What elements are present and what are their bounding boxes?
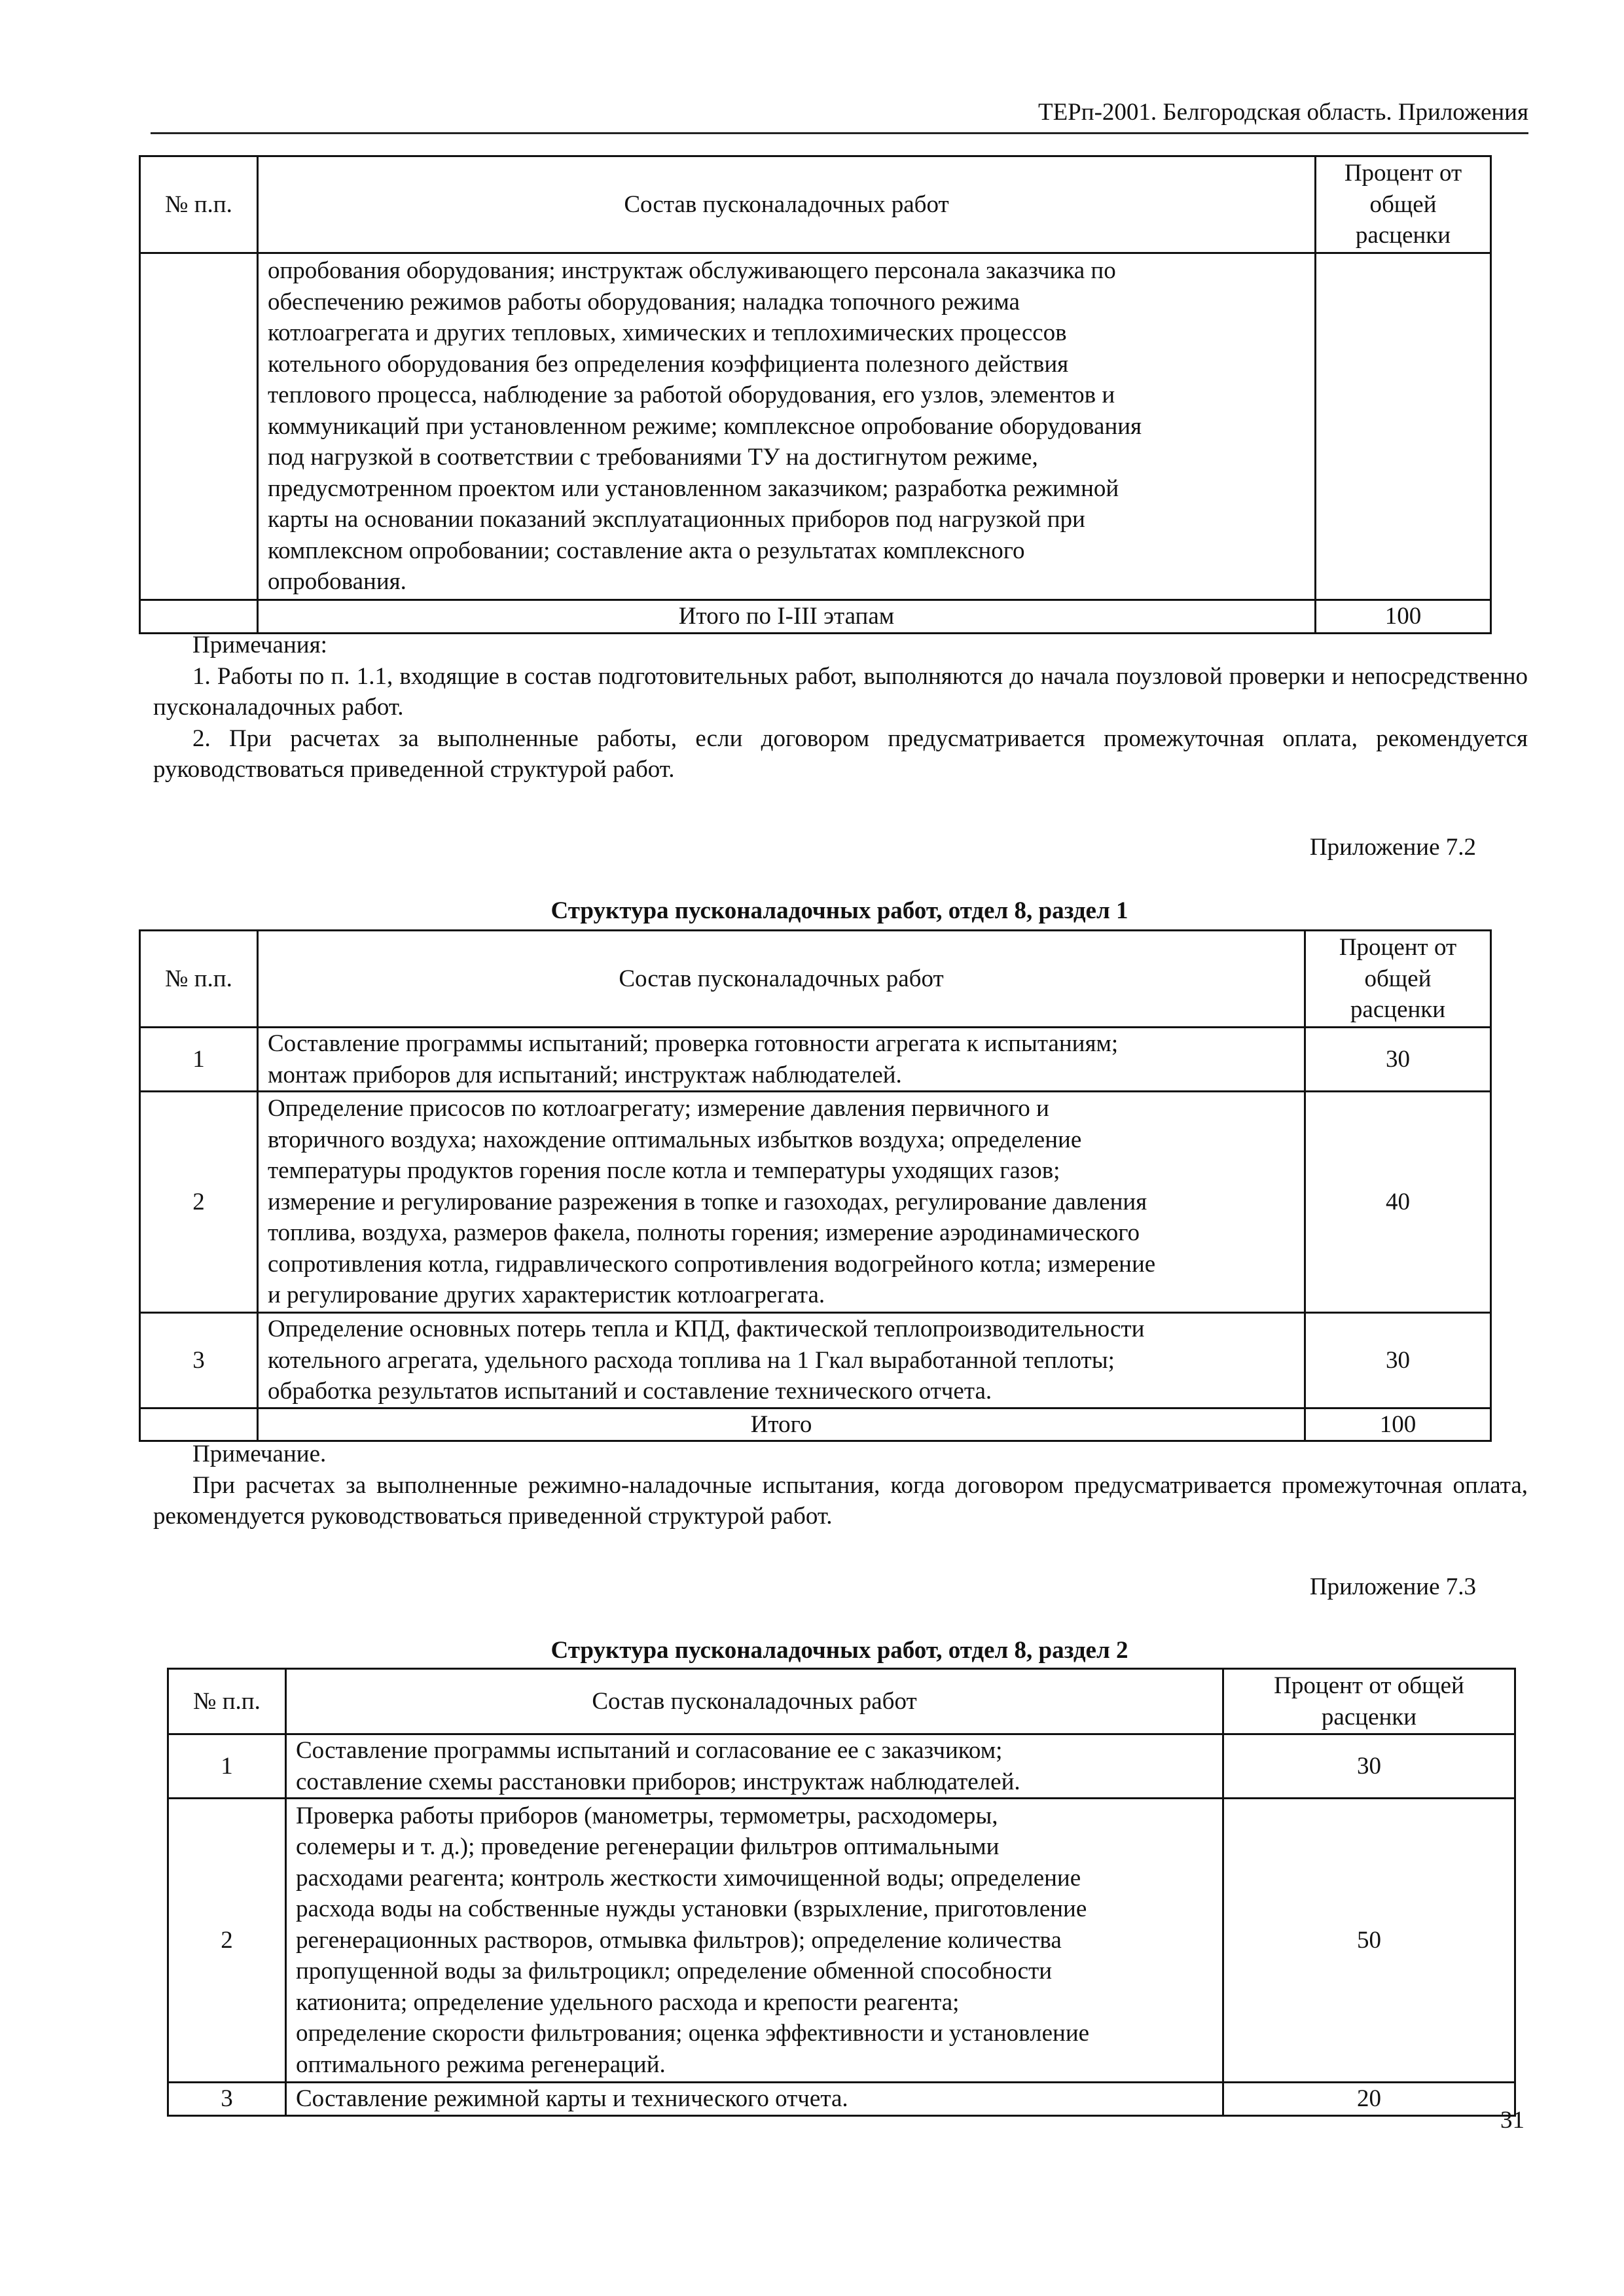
percent-cell: 50 [1223,1799,1515,2083]
col-header-percent-line: Процент от общей [1274,1672,1464,1699]
text-line: Определение присосов по котлоагрегату; измерение давления первичного и [268,1095,1049,1122]
col-header-percent [1316,156,1491,253]
text-line: котельного оборудования без определения коэффициента полезного действия [268,350,1069,378]
col-header-number: № п.п. [140,931,258,1028]
table-title-7-2: Структура пусконаладочных работ, отдел 8, раздел 1 [550,897,1128,924]
appendix-label-7-2: Приложение 7.2 [1309,834,1476,861]
row-number-cell: 3 [168,2083,286,2116]
text-line: Определение основных потерь тепла и КПД, фактической теплопроизводительности [268,1316,1145,1342]
table-row [140,1092,1491,1313]
col-header-percent-line: расценки [1321,1703,1417,1731]
percent-cell: 30 [1305,1028,1491,1092]
text-line: Составление режимной карты и технического отчета. [296,2085,848,2112]
text-line: определение скорости фильтрования; оценка эффективности и установление [296,2020,1090,2047]
table-header-row [168,1669,1515,1734]
row-number-cell: 3 [140,1313,258,1408]
col-header-percent-line: расценки [1355,222,1451,249]
col-header-work: Состав пусконаладочных работ [286,1669,1223,1734]
col-header-percent-line: общей [1364,965,1432,992]
table-appendix-7-1-continued [139,155,1492,634]
text-line: котельного агрегата, удельного расхода топлива на 1 Гкал выработанной теплоты; [268,1346,1115,1374]
percent-cell: 20 [1223,2083,1515,2116]
text-line: катионита; определение удельного расхода и крепости реагента; [296,1988,960,2016]
running-title: ТЕРп-2001. Белгородская область. Приложения [1038,99,1528,126]
text-line: солемеры и т. д.); проведение регенерации фильтров оптимальными [296,1833,1000,1861]
text-line: опробования. [268,568,406,596]
work-description-cell [258,1313,1305,1408]
total-value: 100 [1305,1408,1491,1441]
text-line: измерение и регулирование разрежения в топке и газоходах, регулирование давления [268,1188,1147,1215]
text-line: расхода воды на собственные нужды установки (взрыхление, приготовление [296,1895,1087,1923]
total-value: 100 [1316,600,1491,634]
text-line: обеспечению режимов работы оборудования; наладка топочного режима [268,288,1020,315]
text-line: Проверка работы приборов (манометры, термометры, расходомеры, [296,1802,998,1829]
work-description-cell [286,1734,1223,1799]
notes-section-1 [153,630,1528,785]
table-header-row [140,931,1491,1028]
table-row [140,253,1491,600]
percent-cell [1316,253,1491,600]
col-header-percent [1305,931,1491,1028]
total-label: Итого по I-III этапам [258,600,1316,634]
col-header-percent-line: Процент от [1339,934,1457,961]
work-description-cell [286,2083,1223,2116]
work-description-cell [286,1799,1223,2083]
row-number-cell [140,600,258,634]
table-appendix-7-3 [167,1668,1516,2117]
col-header-percent [1223,1669,1515,1734]
text-line: расходами реагента; контроль жесткости химочищенной воды; определение [296,1864,1081,1892]
note-item-2: 2. При расчетах за выполненные работы, если договором предусматривается промежуточная оплата, рекомендуется руководствоваться приведенной структурой работ. [153,725,1528,783]
text-line: комплексном опробовании; составление акта о результатах комплексного [268,537,1025,564]
text-line: сопротивления котла, гидравлического сопротивления водогрейного котла; измерение [268,1250,1156,1278]
running-header [151,98,1528,134]
text-line: монтаж приборов для испытаний; инструктаж наблюдателей. [268,1061,902,1088]
text-line: топлива, воздуха, размеров факела, полноты горения; измерение аэродинамического [268,1219,1140,1247]
col-header-percent-line: общей [1369,190,1437,218]
text-line: теплового процесса, наблюдение за работой оборудования, его узлов, элементов и [268,382,1115,409]
row-number-cell: 2 [140,1092,258,1313]
table-row [168,2083,1515,2116]
text-line: и регулирование других характеристик котлоагрегата. [268,1282,825,1309]
text-line: температуры продуктов горения после котла и температуры уходящих газов; [268,1157,1060,1185]
table-row [168,1734,1515,1799]
text-line: котлоагрегата и других тепловых, химических и теплохимических процессов [268,319,1067,347]
text-line: регенерационных растворов, отмывка фильтров); определение количества [296,1926,1062,1954]
text-line: карты на основании показаний эксплуатационных приборов под нагрузкой при [268,506,1085,533]
notes-heading: Примечание. [192,1441,327,1467]
notes-heading: Примечания: [192,632,327,658]
note-item: При расчетах за выполненные режимно-наладочные испытания, когда договором предусматривается промежуточная оплата, рекомендуется руководствоваться приведенной структурой работ. [153,1471,1528,1530]
col-header-number: № п.п. [140,156,258,253]
row-number-cell: 1 [140,1028,258,1092]
text-line: обработка результатов испытаний и составление технического отчета. [268,1378,992,1405]
text-line: оптимального режима регенераций. [296,2051,666,2078]
table-row [168,1799,1515,2083]
percent-cell: 40 [1305,1092,1491,1313]
col-header-percent-line: расценки [1350,996,1446,1024]
work-description-cell [258,1028,1305,1092]
text-line: Составление программы испытаний и согласование ее с заказчиком; [296,1737,1003,1764]
note-item-1: 1. Работы по п. 1.1, входящие в состав подготовительных работ, выполняются до начала поузловой проверки и непосредственно пусконаладочных работ. [153,662,1528,721]
col-header-number: № п.п. [168,1669,286,1734]
table-title-7-3: Структура пусконаладочных работ, отдел 8, раздел 2 [550,1637,1128,1664]
table-row [140,1028,1491,1092]
text-line: Составление программы испытаний; проверка готовности агрегата к испытаниям; [268,1030,1119,1057]
page-number: 31 [1500,2107,1525,2134]
total-label: Итого [258,1408,1305,1441]
text-line: опробования оборудования; инструктаж обслуживающего персонала заказчика по [268,257,1116,285]
text-line: предусмотренном проектом или установленном заказчиком; разработка режимной [268,475,1119,502]
total-row [140,600,1491,634]
text-line: составление схемы расстановки приборов; инструктаж наблюдателей. [296,1768,1020,1795]
row-number-cell [140,1408,258,1441]
percent-cell: 30 [1305,1313,1491,1408]
text-line: коммуникаций при установленном режиме; комплексное опробование оборудования [268,412,1142,440]
row-number-cell: 1 [168,1734,286,1799]
text-line: пропущенной воды за фильтроцикл; определение обменной способности [296,1958,1053,1985]
text-line: под нагрузкой в соответствии с требованиями ТУ на достигнутом режиме, [268,444,1038,471]
percent-cell: 30 [1223,1734,1515,1799]
appendix-label-7-3: Приложение 7.3 [1309,1573,1476,1600]
text-line: вторичного воздуха; нахождение оптимальных избытков воздуха; определение [268,1126,1082,1153]
work-description-cell [258,1092,1305,1313]
row-number-cell [140,253,258,600]
work-description-cell [258,253,1316,600]
col-header-work: Состав пусконаладочных работ [258,931,1305,1028]
col-header-work: Состав пусконаладочных работ [258,156,1316,253]
table-row [140,1313,1491,1408]
table-header-row [140,156,1491,253]
row-number-cell: 2 [168,1799,286,2083]
col-header-percent-line: Процент от [1344,160,1462,187]
notes-section-2 [153,1439,1528,1532]
table-appendix-7-2 [139,929,1492,1442]
total-row [140,1408,1491,1441]
